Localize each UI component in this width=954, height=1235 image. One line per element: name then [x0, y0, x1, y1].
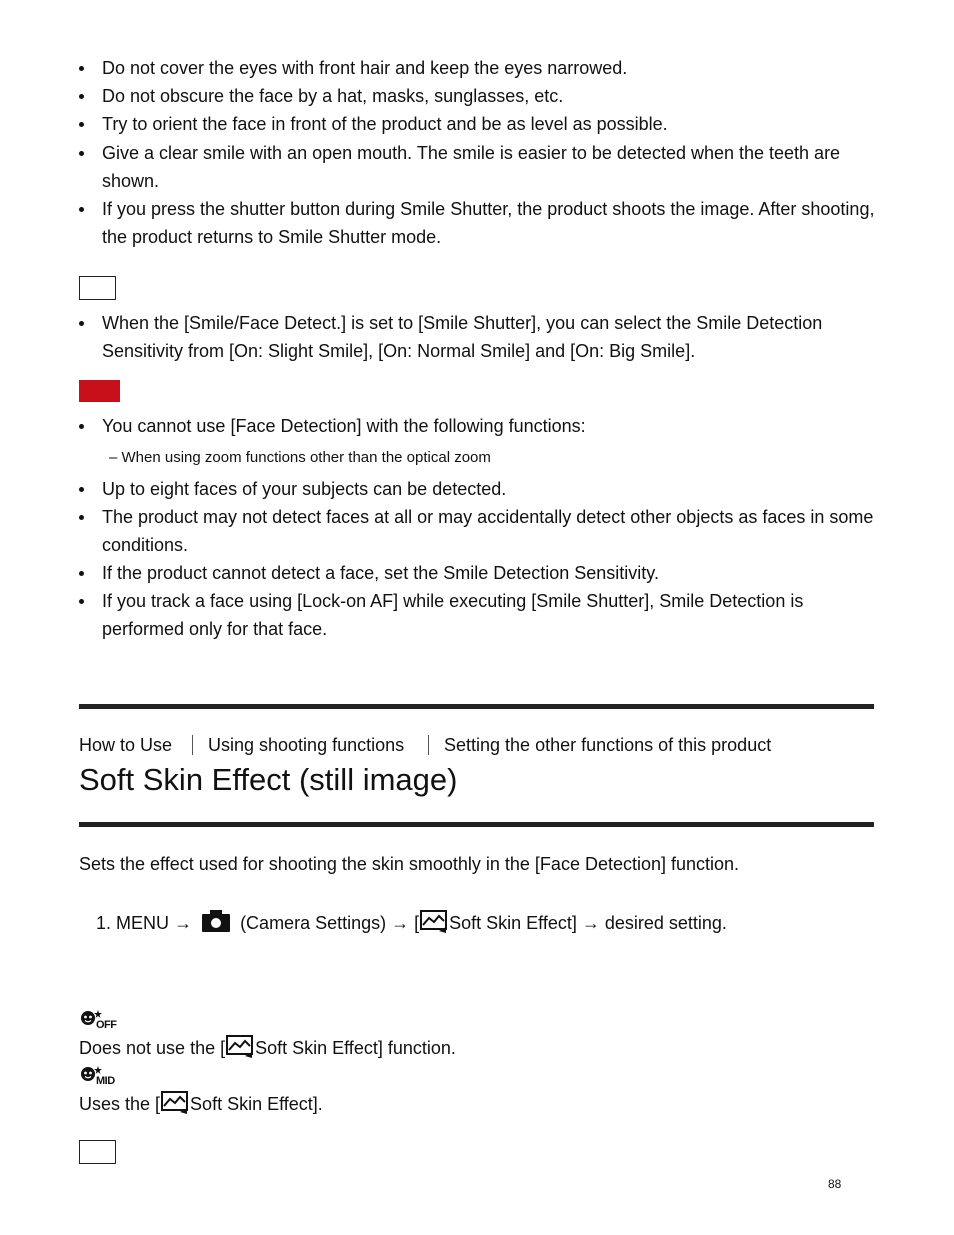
- option-desc-prefix: Does not use the [: [79, 1037, 226, 1058]
- list-item: [79, 82, 879, 110]
- section-divider: [79, 822, 874, 827]
- option-desc-suffix: Soft Skin Effect] function.: [255, 1037, 456, 1058]
- page-title: Soft Skin Effect (still image): [79, 762, 458, 797]
- intro-text: Sets the effect used for shooting the skin smoothly in the [Face Detection] function.: [79, 854, 740, 874]
- sub-item: – When using zoom functions other than the optical zoom: [109, 449, 491, 466]
- breadcrumb-item[interactable]: Setting the other functions of this product: [444, 735, 772, 755]
- bullet-text: If you track a face using [Lock-on AF] while executing [Smile Shutter], Smile Detection is performed only for that face.: [102, 591, 804, 639]
- bullet-text: Try to orient the face in front of the product and be as level as possible.: [102, 114, 668, 134]
- list-item: [79, 110, 879, 138]
- bullet-text: Up to eight faces of your subjects can be detected.: [102, 479, 507, 499]
- step-camera-settings: (Camera Settings) → [: [240, 912, 420, 933]
- list-item: [79, 503, 879, 559]
- soft-skin-icon: [160, 1090, 190, 1120]
- bullet-text: If the product cannot detect a face, set the Smile Detection Sensitivity.: [102, 563, 659, 583]
- breadcrumb-separator: [192, 735, 193, 755]
- list-item: [79, 587, 879, 643]
- list-item: [79, 412, 879, 440]
- option-off-desc: [79, 1034, 456, 1064]
- breadcrumb-separator: [428, 735, 429, 755]
- bullet-text: If you press the shutter button during Smile Shutter, the product shoots the image. After shooting, the product returns to Smile Shutter mode.: [102, 199, 875, 247]
- camera-icon: [201, 909, 231, 939]
- hint-tag: [79, 276, 116, 300]
- step-number: 1.: [96, 912, 112, 933]
- section-divider: [79, 704, 874, 709]
- step-rest: Soft Skin Effect] → desired setting.: [449, 912, 727, 933]
- breadcrumb-item[interactable]: How to Use: [79, 735, 173, 755]
- bullet-text: You cannot use [Face Detection] with the following functions:: [102, 416, 586, 436]
- bullet-text: Do not obscure the face by a hat, masks, sunglasses, etc.: [102, 86, 564, 106]
- hint-tag: [79, 1140, 116, 1164]
- bullet-text: Give a clear smile with an open mouth. The smile is easier to be detected when the teeth are shown.: [102, 143, 841, 191]
- soft-skin-icon: [419, 909, 449, 939]
- list-item: [79, 54, 879, 82]
- bullet-text: When the [Smile/Face Detect.] is set to [Smile Shutter], you can select the Smile Detection Sensitivity from [On: Slight Smile], [On: Normal Smile] and [On: Big Smile].: [102, 313, 823, 361]
- option-mid-desc: [79, 1090, 323, 1120]
- note-tag: [79, 380, 120, 402]
- bullet-text: Do not cover the eyes with front hair and keep the eyes narrowed.: [102, 58, 628, 78]
- page-number: 88: [828, 1177, 842, 1191]
- list-item: [79, 139, 879, 195]
- option-mid-label: MID: [96, 1075, 115, 1087]
- list-item: [79, 559, 879, 587]
- step-1: [96, 909, 727, 939]
- option-off-label: OFF: [96, 1019, 117, 1031]
- option-desc-prefix: Uses the [: [79, 1093, 161, 1114]
- step-menu: MENU →: [116, 912, 193, 933]
- bullet-text: The product may not detect faces at all or may accidentally detect other objects as faces in some conditions.: [102, 507, 874, 555]
- list-item: [79, 195, 879, 251]
- breadcrumb-item[interactable]: Using shooting functions: [208, 735, 405, 755]
- option-desc-suffix: Soft Skin Effect].: [190, 1093, 323, 1114]
- list-item: [79, 309, 879, 365]
- list-item: [79, 475, 879, 503]
- soft-skin-icon: [225, 1034, 255, 1064]
